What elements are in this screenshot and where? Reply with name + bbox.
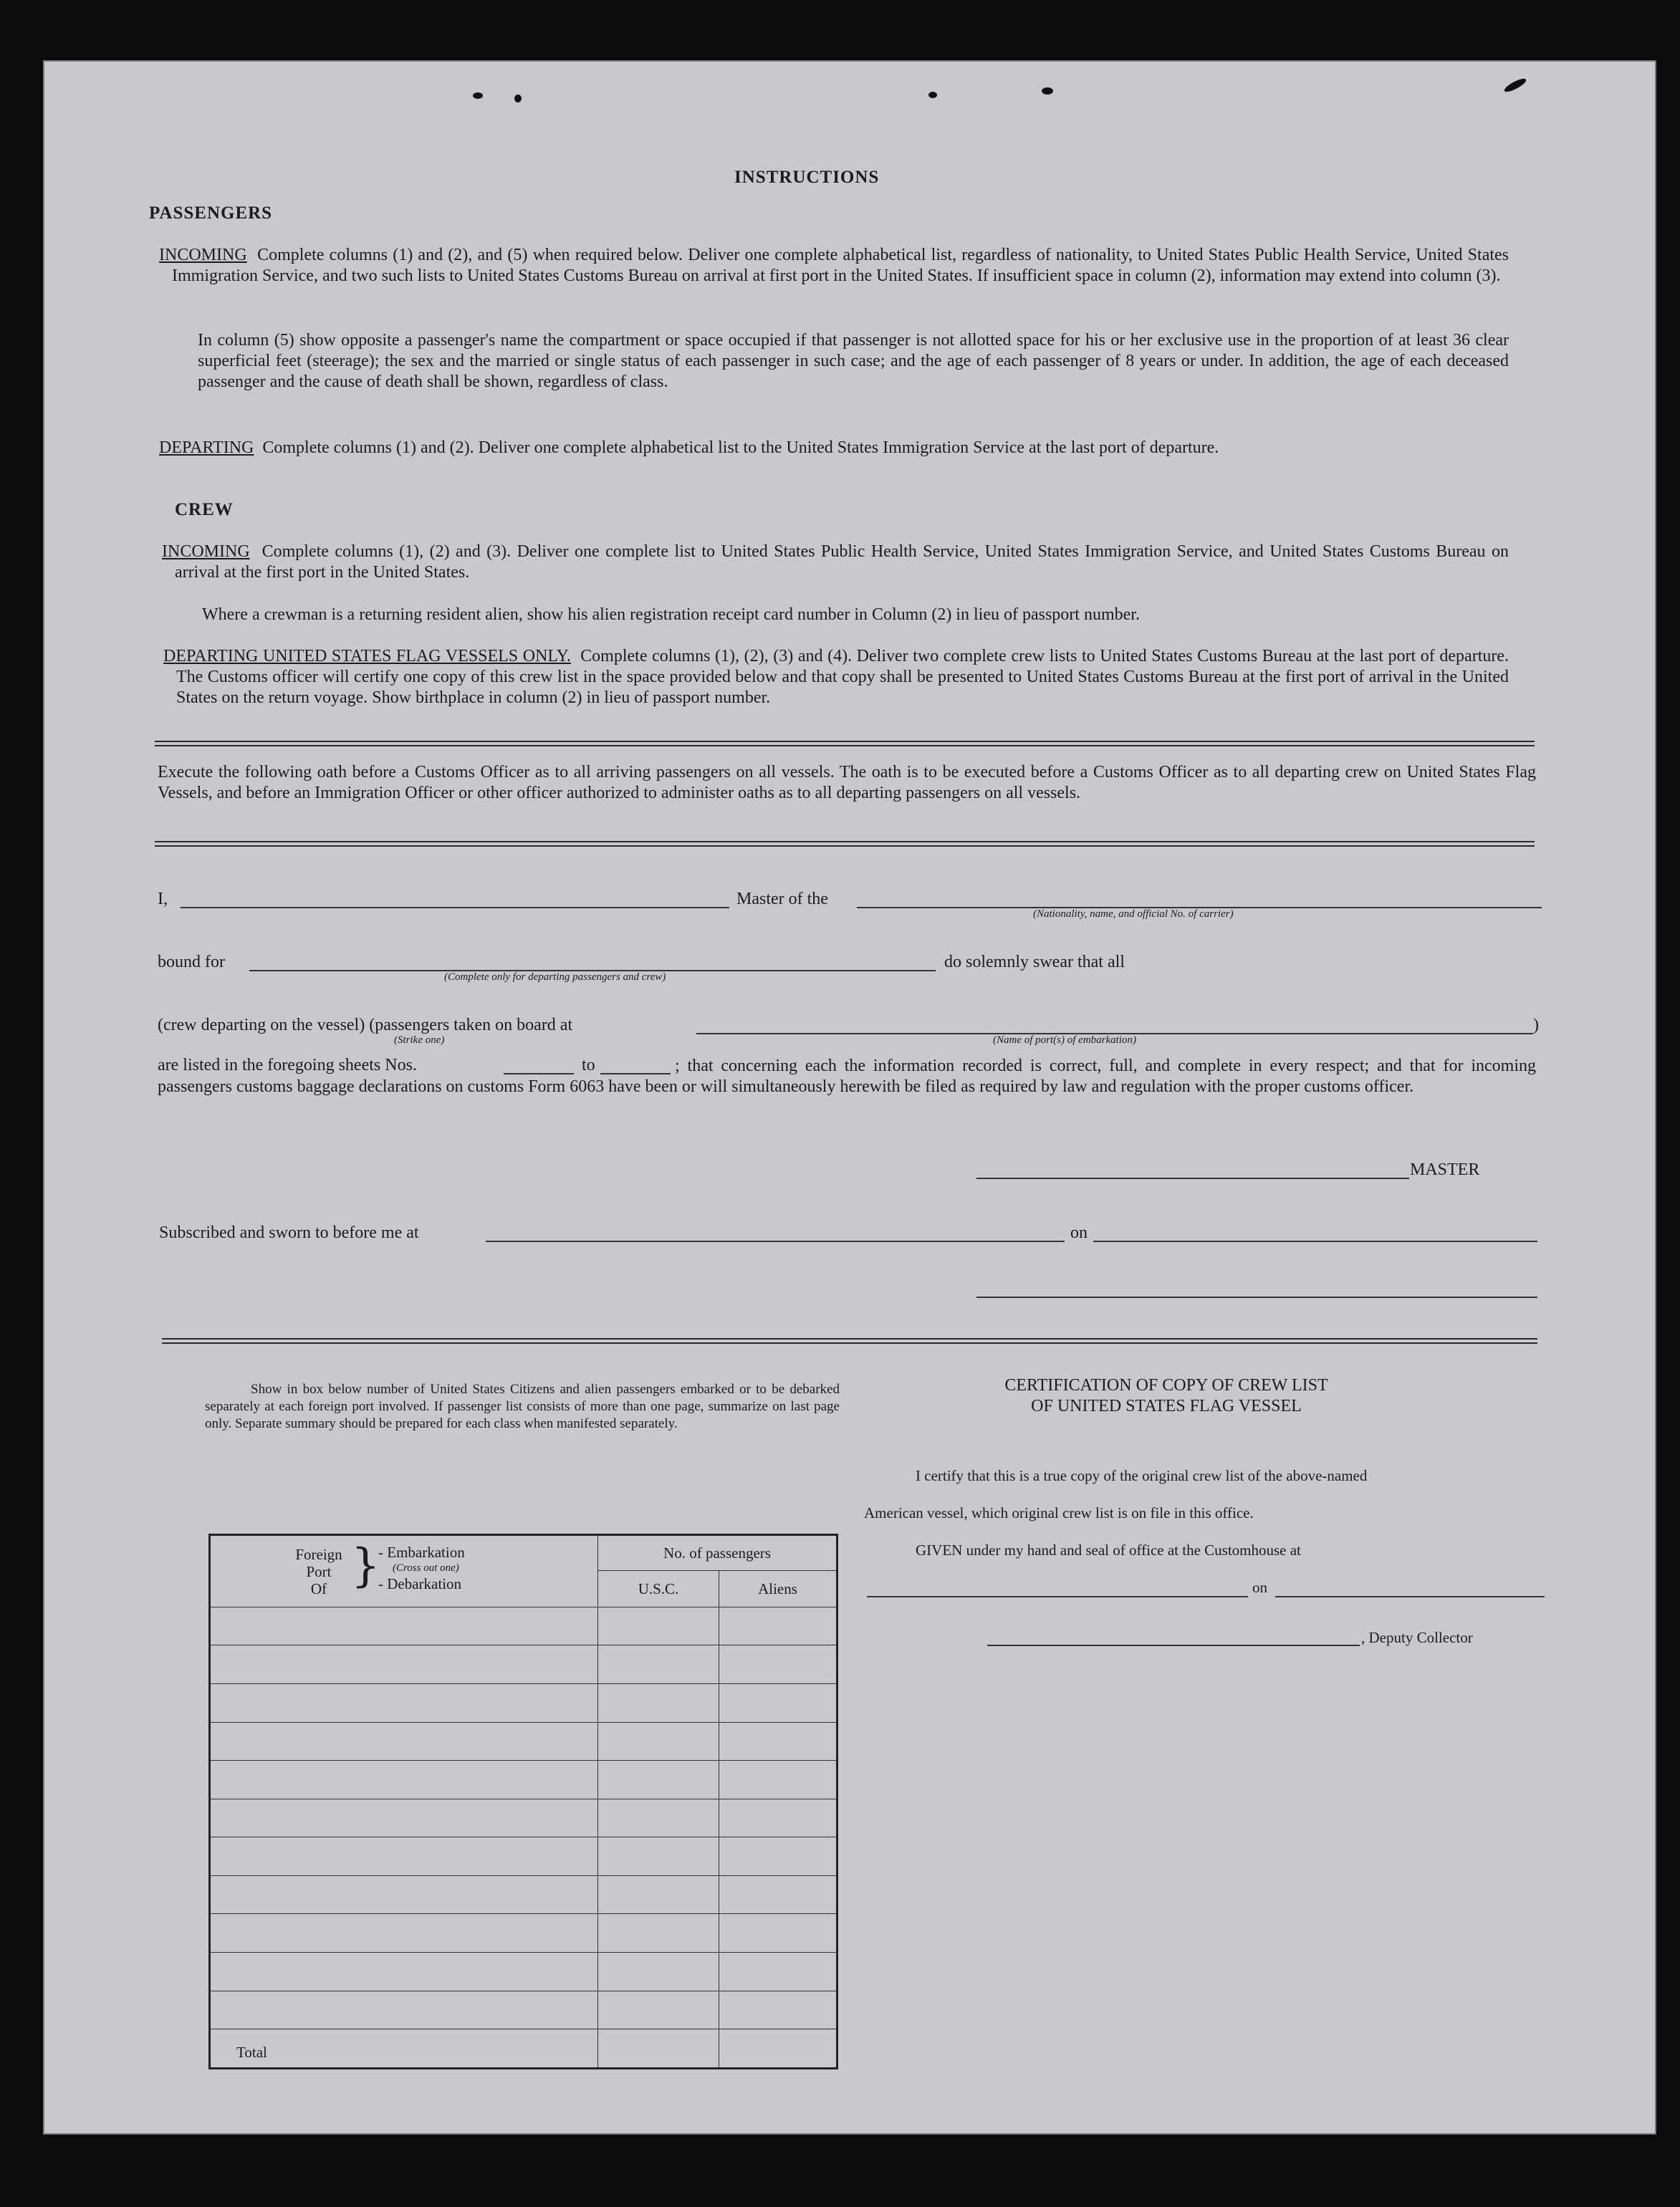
crew-departing-paragraph <box>163 646 1509 708</box>
passengers-column5-paragraph: In column (5) show opposite a passenger's name the compartment or space occupied if that passenger is not allotted space for his or her exclusive use in the proportion of at least 36 clear superficial feet (steerage); the sex and the married or single status of each passenger in such case; and the age of each passenger of 8 years or under. In addition, the age of each deceased passenger and the cause of death shall be shown, regardless of class. <box>198 331 1509 391</box>
crew-heading: CREW <box>175 500 234 519</box>
foreign-port-header <box>210 1535 598 1607</box>
port-caption: (Name of port(s) of embarkation) <box>993 1034 1136 1046</box>
ink-spot <box>928 92 937 98</box>
summary-port-cell[interactable] <box>210 1953 598 1991</box>
summary-row <box>210 1761 837 1799</box>
cert-on-label: on <box>1252 1579 1267 1596</box>
summary-usc-cell[interactable] <box>598 1684 719 1723</box>
summary-row <box>210 1799 837 1837</box>
summary-usc-cell[interactable] <box>598 1761 719 1799</box>
certification-title <box>980 1375 1353 1417</box>
summary-row <box>210 1875 837 1914</box>
passengers-departing-label: DEPARTING <box>159 438 254 457</box>
complete-only-caption: (Complete only for departing passengers and crew) <box>444 971 666 983</box>
summary-usc-cell[interactable] <box>598 1645 719 1684</box>
passengers-incoming-paragraph <box>159 245 1509 287</box>
summary-aliens-cell[interactable] <box>719 1837 837 1876</box>
passengers-heading: PASSENGERS <box>149 203 273 223</box>
summary-port-cell[interactable] <box>210 1607 598 1645</box>
summary-port-cell[interactable] <box>210 1761 598 1799</box>
divider <box>155 841 1535 842</box>
ink-spot <box>473 92 483 99</box>
summary-aliens-cell[interactable] <box>719 1953 837 1991</box>
summary-row <box>210 1607 837 1645</box>
usc-header: U.S.C. <box>598 1571 719 1607</box>
crew-departing-text: (crew departing on the vessel) (passengers taken on board at <box>158 1016 573 1034</box>
officer-signature-field[interactable] <box>976 1297 1537 1298</box>
summary-aliens-cell[interactable] <box>719 1761 837 1799</box>
deputy-collector-signature-field[interactable] <box>987 1645 1360 1646</box>
summary-aliens-cell[interactable] <box>719 1722 837 1761</box>
passengers-departing-text: Complete columns (1) and (2). Deliver one complete alphabetical list to the United States Immigration Service at the last port of departure. <box>262 438 1219 457</box>
crew-incoming-paragraph <box>162 542 1509 583</box>
cert-date-field[interactable] <box>1275 1596 1545 1597</box>
embark-debark-options <box>378 1544 465 1592</box>
master-of-the-label: Master of the <box>736 890 828 908</box>
debarkation-option[interactable]: - Debarkation <box>378 1575 462 1592</box>
summary-aliens-cell[interactable] <box>719 1991 837 2029</box>
passengers-incoming-label: INCOMING <box>159 246 247 264</box>
total-label: Total <box>210 2029 598 2069</box>
crew-resident-paragraph: Where a crewman is a returning resident alien, show his alien registration receipt card number in Column (2) in lieu of passport number. <box>202 605 1140 624</box>
certify-line-1: I certify that this is a true copy of the original crew list of the above-named <box>916 1467 1368 1484</box>
no-of-passengers-header: No. of passengers <box>598 1535 837 1571</box>
summary-usc-cell[interactable] <box>598 1914 719 1953</box>
summary-port-cell[interactable] <box>210 1914 598 1953</box>
summary-port-cell[interactable] <box>210 1837 598 1876</box>
cross-out-caption: (Cross out one) <box>393 1562 459 1574</box>
summary-usc-cell[interactable] <box>598 1799 719 1837</box>
embarkation-option[interactable]: - Embarkation <box>378 1544 465 1561</box>
nationality-caption: (Nationality, name, and official No. of carrier) <box>1033 908 1234 920</box>
sworn-place-field[interactable] <box>486 1241 1065 1242</box>
of-label: Of <box>310 1580 327 1597</box>
summary-instructions: Show in box below number of United States Citizens and alien passengers embarked or to be debarked separately at each foreign port involved. If passenger list consists of more than one page, summarize on last page only. Separate summary should be prepared for each class when manifested separately. <box>205 1382 840 1431</box>
summary-aliens-cell[interactable] <box>719 1645 837 1684</box>
summary-port-cell[interactable] <box>210 1991 598 2029</box>
to-label: to <box>582 1056 595 1074</box>
port-label: Port <box>306 1563 332 1580</box>
aliens-header: Aliens <box>719 1571 837 1607</box>
summary-usc-cell[interactable] <box>598 1875 719 1914</box>
summary-port-cell[interactable] <box>210 1799 598 1837</box>
strike-one-caption: (Strike one) <box>394 1034 445 1046</box>
summary-row <box>210 1837 837 1876</box>
divider <box>162 1342 1537 1344</box>
summary-port-cell[interactable] <box>210 1875 598 1914</box>
deputy-collector-label: , Deputy Collector <box>1361 1629 1473 1646</box>
summary-row <box>210 1722 837 1761</box>
customhouse-field[interactable] <box>867 1596 1248 1597</box>
summary-port-cell[interactable] <box>210 1684 598 1723</box>
summary-port-cell[interactable] <box>210 1722 598 1761</box>
bound-for-label: bound for <box>158 953 225 971</box>
foreign-label: Foreign <box>295 1546 342 1563</box>
given-under-hand: GIVEN under my hand and seal of office at the Customhouse at <box>916 1542 1301 1559</box>
passengers-departing-paragraph <box>159 438 1509 458</box>
summary-row <box>210 1645 837 1684</box>
summary-usc-cell[interactable] <box>598 1837 719 1876</box>
summary-aliens-cell[interactable] <box>719 1875 837 1914</box>
crew-incoming-label: INCOMING <box>162 542 250 561</box>
ink-spot <box>1503 77 1528 95</box>
summary-usc-cell[interactable] <box>598 1953 719 1991</box>
oath-intro: Execute the following oath before a Customs Officer as to all arriving passengers on all vessels. The oath is to be executed before a Customs Officer as to all departing crew on United States Flag Vessels, and before an Immigration Officer or other officer authorized to administer oaths as to all departing passengers on all vessels. <box>158 763 1536 802</box>
page-title: INSTRUCTIONS <box>734 168 880 187</box>
summary-aliens-cell[interactable] <box>719 1914 837 1953</box>
summary-aliens-cell[interactable] <box>719 1799 837 1837</box>
summary-port-cell[interactable] <box>210 1645 598 1684</box>
document-sheet <box>43 60 1656 2135</box>
summary-row <box>210 1953 837 1991</box>
summary-usc-cell[interactable] <box>598 1607 719 1645</box>
listed-sheets-label: are listed in the foregoing sheets Nos. <box>158 1056 417 1074</box>
close-paren: ) <box>1533 1016 1539 1034</box>
total-aliens-cell[interactable] <box>719 2029 837 2069</box>
brace-symbol: } <box>351 1539 380 1592</box>
foreign-port-label <box>291 1546 347 1597</box>
solemnly-swear-text: do solemnly swear that all <box>944 953 1125 971</box>
on-label: on <box>1070 1223 1088 1242</box>
certification-title-line-1: CERTIFICATION OF COPY OF CREW LIST <box>1004 1376 1328 1395</box>
master-signature-field[interactable] <box>976 1178 1409 1179</box>
summary-usc-cell[interactable] <box>598 1722 719 1761</box>
divider <box>155 845 1535 847</box>
subscribed-label: Subscribed and sworn to before me at <box>159 1223 419 1242</box>
divider <box>162 1338 1537 1340</box>
master-name-field[interactable] <box>181 907 729 908</box>
crew-departing-text: Complete columns (1), (2), (3) and (4). Deliver two complete crew lists to United States Customs Bureau at the last port of departure. The Customs officer will certify one copy of this crew list in the space provided below and that copy shall be presented to United States Customs Bureau at the first port of arrival in the United States on the return voyage. Show birthplace in column (2) in lieu of passport number. <box>176 647 1509 707</box>
divider <box>155 745 1535 746</box>
passenger-summary-table <box>208 1534 838 2069</box>
sworn-date-field[interactable] <box>1093 1241 1537 1242</box>
summary-aliens-cell[interactable] <box>719 1607 837 1645</box>
ink-spot <box>514 95 522 102</box>
master-label: MASTER <box>1410 1160 1480 1179</box>
ink-spot <box>1042 87 1053 95</box>
divider <box>155 741 1535 742</box>
certification-title-line-2: OF UNITED STATES FLAG VESSEL <box>1031 1397 1302 1415</box>
passengers-incoming-text: Complete columns (1) and (2), and (5) when required below. Deliver one complete alphabetical list, regardless of nationality, to United States Public Health Service, United States Immigration Service, and two such lists to United States Customs Bureau on arrival at first port in the United States. If insufficient space in column (2), information may extend into column (3). <box>172 246 1509 285</box>
oath-i-label: I, <box>158 890 168 908</box>
total-usc-cell[interactable] <box>598 2029 719 2069</box>
summary-row <box>210 1991 837 2029</box>
summary-row <box>210 1684 837 1723</box>
oath-statement: ; that concerning each the information recorded is correct, full, and complete in every respect; and that for incoming passengers customs baggage declarations on customs Form 6063 have been or will simultaneously herewith be filed as required by law and regulation with the proper customs officer. <box>158 1057 1536 1096</box>
certify-line-2: American vessel, which original crew list is on file in this office. <box>864 1504 1254 1521</box>
crew-departing-label: DEPARTING UNITED STATES FLAG VESSELS ONLY. <box>163 647 571 665</box>
summary-row <box>210 1914 837 1953</box>
crew-incoming-text: Complete columns (1), (2) and (3). Deliver one complete list to United States Public Health Service, United States Immigration Service, and United States Customs Bureau on arrival at the first port in the United States. <box>175 542 1509 582</box>
summary-aliens-cell[interactable] <box>719 1684 837 1723</box>
summary-usc-cell[interactable] <box>598 1991 719 2029</box>
